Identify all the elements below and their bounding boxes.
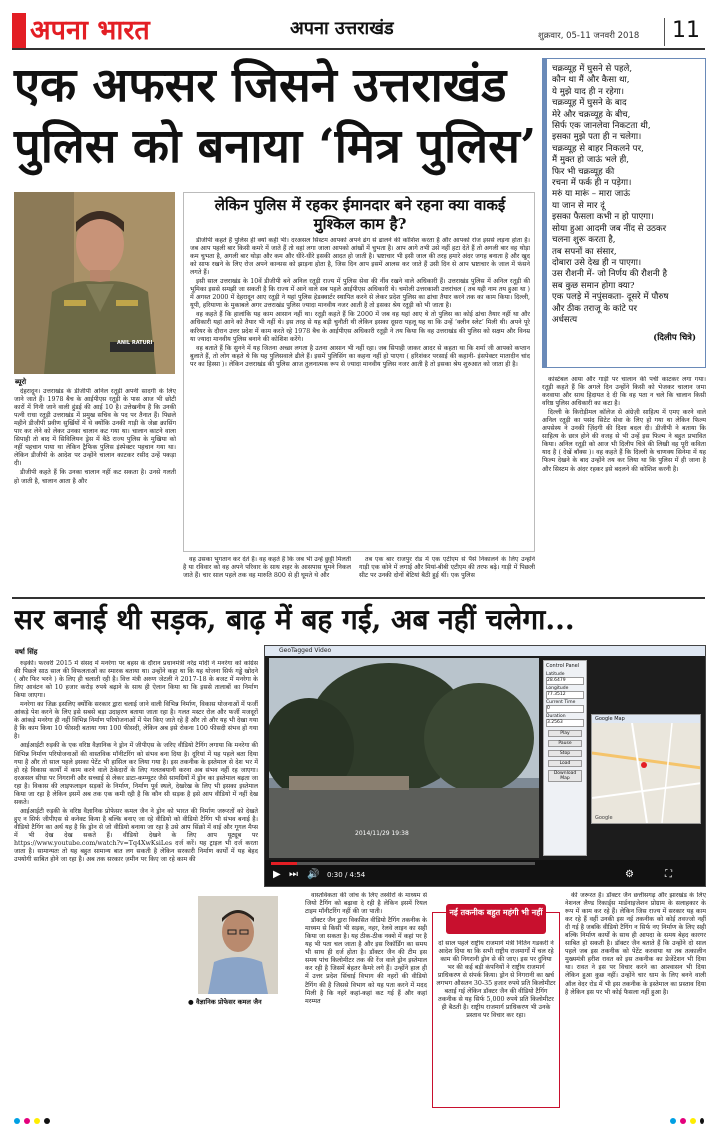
page-number: 11	[672, 18, 700, 43]
video-window-titlebar	[265, 646, 705, 656]
officer-name-badge: ANIL RATURI	[117, 340, 153, 346]
highlight-paragraph: वह बताते हैं कि सुनने में यह जितना अच्छा लगता है उतना आसान भी नहीं रहा। जब सिपाही जाकर आदर से कहता था कि शर्मा जी आपको कप्तान बुलाते हैं, तो लोग कहते थे कि यह पुलिसवाले ढीले हैं। इसमें पुलिसिंग का कहना नहीं हो पाएगा ( हरिशंकर परसाई की कहानी- इंसपेक्टर मातादीन चांद पर का हिस्सा )। लेकिन उत्तराखंड की पुलिस आज तुलनात्मक रूप से ज्यादा मानवीय पुलिस नजर आती है तो इसका श्रेय शुरुआत को जाता ही है।	[190, 344, 530, 368]
officer-figure-illustration	[14, 192, 175, 374]
story1-paragraph: कांस्टेबल आया और गाड़ी पर चालान की पर्ची काटकर लगा गया। रतूड़ी कहते हैं कि अगले दिन उन्होंने किसी को भेजकर चालान जमा करवाया और साथ हिदायत दे दी कि वह पता न चले कि चालान किसी वरिष्ठ पुलिस अधिकारी का कटा है।	[542, 376, 706, 408]
video-time-display: 0:30 / 4:54	[327, 871, 366, 879]
reg-dot	[700, 1118, 704, 1124]
control-panel-fields	[544, 671, 586, 727]
poem-line: चक्रव्यूह से बाहर निकलने पर,	[552, 143, 644, 154]
sidebar-title: नई तकनीक बहुत महंगी भी नहीं	[449, 907, 543, 917]
reg-dot	[34, 1118, 40, 1124]
poem-line: चलना शुरू करता है,	[552, 235, 616, 246]
story2-paragraph: मनरेगा का जिक्र इसलिए क्योंकि सरकार द्वारा चलाई जाने वाली विभिन्न निर्माण, विकास योजनाओं में फर्जी आंकड़े पेश करने के लिए इसे सबसे बड़ा उदाहरण बताया जाता रहा है। गलत मस्टर रोल और फर्जी मजदूरों के आंकड़े मनरेगा ही नहीं विभिन्न निर्माण परियोजनाओं में पेश किए जाते रहे हैं और तो और यह भी देखा गया है कि काम किया 10 फीसदी बताया गया 100 फीसदी, लेकिन अब इसे रोकना 100 फीसदी संभव हो गया है।	[14, 701, 258, 741]
sidebar-body	[436, 940, 556, 1106]
sidebar-paragraph: दो साल पहले राष्ट्रीय राजमार्ग मंत्री नितिन गडकरी ने आदेश दिया था कि सभी राष्ट्रीय राजमार्गों में चल रहे काम की निगरानी ड्रोन से की जाए। इस पर दुनिया भर की कई बड़ी कंपनियों ने राष्ट्रीय राजमार्ग प्राधिकरण से संपर्क किया। ड्रोन से निगरानी का खर्च लगभग औसतन 30-35 हजार रुपये प्रति किलोमीटर बताई गई लेकिन डॉक्टर जैन की वीडियो टैगिंग तकनीक से यह सिर्फ 5,000 रुपये प्रति किलोमीटर ही बैठती है। राष्ट्रीय राजमार्ग प्राधिकरण भी उनके प्रस्ताव पर विचार कर रहा।	[436, 940, 556, 1020]
story2-column-1	[14, 660, 258, 1110]
story1-paragraph: वह उसका भुगतान कर देते हैं। वह कहते हैं कि जब भी उन्हें छुट्टी मिलती है या रविवार को वह अपने परिवार के साथ शहर के आसपास घूमने निकल जाते हैं। चार साल पहले तक वह मारुति 800 से ही घूमते थे और	[183, 556, 351, 580]
poem-text	[552, 64, 702, 343]
control-field-input[interactable]: 0	[546, 705, 584, 713]
story1-paragraph: डीजीपी कहते हैं कि उनका चालान नहीं कट सकता है। उनसे गलती हो जाती है, चालान आता है और	[14, 469, 176, 485]
story2-paragraph: रुड़की। फरवरी 2015 में संसद में मनरेगा पर बहस के दौरान प्रधानमंत्री नरेंद्र मोदी ने मनरेगा को कांग्रेस की पिछले साठ साल की विफलताओं का स्मारक बताया था। उन्होंने कहा था कि यह योजना सिर्फ गड्ढे खोदने ( और फिर भरने ) के लिए ही चलाती रही है। वित्त मंत्री अरुण जेटली ने 2017-18 के बजट में मनरेगा के लिए आवंटन को 10 हजार करोड़ रुपये बढ़ाने के साथ ही ऐलान किया था कि इससे तालाबों का निर्माण किया जाएगा।	[14, 660, 258, 700]
video-progress-track[interactable]	[271, 862, 535, 865]
poem-line: अर्धसत्य	[552, 314, 578, 325]
play-icon[interactable]: ▶	[273, 869, 281, 880]
poem-line: इसका मुझे पता ही न चलेगा।	[552, 132, 642, 143]
officer-photo	[14, 192, 175, 374]
reg-dot	[44, 1118, 50, 1124]
story2-headline: सर बनाई थी सड़क, बाढ़ में बह गई, अब नहीं चलेगा...	[14, 603, 575, 636]
story2-paragraph: डॉक्टर जैन द्वारा विकसित वीडियो टैगिंग तकनीक के माध्यम से किसी भी सड़क, नहर, रेलवे लाइन का सही किया जा सकता है। यह ठीक-ठीक नक्शे में कहां पर है यह भी पता चल जाता है और इस रिकॉर्डिंग का समय भी साथ ही दर्ज होता है। डॉक्टर जैन की टीम इस समय पांच किलोमीटर तक की रेंज वाले ड्रोन इस्तेमाल कर रही है जिसमें बेहतर कैमरे लगे हैं। उन्होंने हाल ही में उत्तर प्रदेश सिंचाई विभाग की नहरों की वीडियो टैगिंग की है जिससे विभाग को यह पता करने में मदद मिली है कि नहरें कहां-कहां कट गई हैं और कहां मरम्मत	[305, 917, 427, 1005]
story1-column-2	[183, 556, 351, 592]
poem-line: चक्रव्यूह में घुसने के बाद	[552, 98, 627, 109]
story1-column-3	[359, 556, 535, 592]
highlight-title: लेकिन पुलिस में रहकर ईमानदार बने रहना क्या वाकई मुश्किल काम है?	[214, 196, 506, 233]
reg-dot	[14, 1118, 20, 1124]
story1-column-4	[542, 376, 706, 590]
reg-dot	[680, 1118, 686, 1124]
poem-line: सोया हुआ आदमी जब नींद से उठकर	[552, 223, 667, 234]
poem-lines	[552, 64, 702, 326]
story2-paragraph: आईआईटी रुड़की के एक वरिष्ठ वैज्ञानिक ने ड्रोन में जीपीएस के जरिए वीडियो टैगिंग लगाया कि मनरेगा की विभिन्न निर्माण परियोजनाओं की वास्तविक मॉनीटरिंग को संभव बना दिया है। दूरियां में यह पहले बता दिया गया है और तो साल पहले इसका पेटेंट भी हासिल कर लिया गया है। इस तकनीक के इस्तेमाल से देश भर में हो रहे विकास कार्यों में काम करने वाले ठेकेदारों के लिए गलतबयानी करना अब संभव नहीं रह जाएगा। दरअसल सीधा पर निगरानी और सच्चाई से लेकर डाटा-कम्प्यूटर जैसे सामग्रियों में ड्रोन का इस्तेमाल बढ़ता जा रहा है। विकास की लाइफलाइन सड़कों के निर्माण, निर्माण पूर्व स्थले, देखरेख के लिए भी इसका इस्तेमाल किया जा रहा है लेकिन इसमें अब तक एक कमी रही है कि कौन सी सड़क है इसे आप वीडियो में नहीं देख सकते।	[14, 742, 258, 806]
story2-paragraph: की जरूरत है। डॉक्टर जैन छत्तीसगढ़ और झारखंड के लिए नेशनल लैण्ड रिकार्ड्स मार्डनाइजेशन प्रोग्राम के सलाहकार के रूप में काम कर रहे हैं। लेकिन जिस राज्य में सरकार यह काम कर रहे हैं वहीं उनकी इस नई तकनीक को कोई तवज्जो नहीं दी गई है जबकि वीडियो टैगिंग न सिर्फ नए निर्माण के लिए सही बल्कि निर्माण कार्यों के साथ ही आपदा के समय बेहद कारगर साबित हो सकती है। डॉक्टर जैन बताते हैं कि उन्होंने दो साल पहले जब इस तकनीक को पेटेंट करवाया था तब तत्कालीन मुख्यमंत्री हरीश रावत को इस तकनीक का प्रेजेंटेशन भी दिया था। रावत ने इस पर विचार करने का आश्वासन भी दिया लेकिन हुआ कुछ नहीं। उन्होंने चार धाम के लिए बनने वाली ऑल वेदर रोड में भी इस तकनीक के इस्तेमाल का प्रस्ताव दिया है लेकिन इस पर भी कोई फैसला नहीं हुआ है।	[565, 892, 706, 996]
story1-headline-line1: एक अफसर जिसने उत्तराखंड	[14, 58, 507, 113]
poem-accent-bar	[543, 59, 547, 367]
google-map-watermark: Google	[595, 815, 613, 821]
header-rule	[12, 48, 705, 50]
video-control-panel	[543, 660, 587, 856]
registration-marks	[14, 1118, 704, 1124]
control-panel-buttons	[544, 730, 586, 782]
poem-line: इसका फैसला कभी न हो पाएगा।	[552, 212, 654, 223]
caption-bullet-icon: ●	[188, 998, 194, 1006]
control-field-label: Longitude	[546, 686, 569, 691]
control-field-label: Current Time	[546, 700, 576, 705]
skip-icon[interactable]: ⏭	[289, 869, 298, 880]
control-field-input[interactable]: 3.2563	[546, 719, 584, 727]
fullscreen-icon[interactable]: ⛶	[665, 869, 672, 880]
scientist-caption-text: वैज्ञानिक प्रोफेसर कमल जैन	[195, 998, 262, 1006]
highlight-paragraph: इसी साल उत्तराखंड के 10वें डीजीपी बने अनिल रतूड़ी राज्य में पुलिस सेवा की नींव रखने वाले अधिकारी हैं। उत्तराखंड पुलिस में अनिल रतूड़ी की भूमिका इससे समझी जा सकती है कि राज्य में आने वाले सब पहले आईपीएस अधिकारी थे। चमोली उत्तरकाशी उत्तरांचल ( तब यही नाम तय हुआ था ) में अगस्त 2000 में देहरादून आए रतूड़ी ने यहां पुलिस हेडक्वार्टर स्थापित करने से लेकर प्रदेश पुलिस का ढांचा तैयार करने तक का काम किया। दिल्ली, यूपी, हरियाणा के मुकाबले अगर उत्तराखंड पुलिस ज्यादा मानवीय नजर आती है तो इसका श्रेय रतूड़ी को भी जाता है।	[190, 278, 530, 310]
control-button-load[interactable]: Load	[548, 760, 582, 767]
reg-dot	[24, 1118, 30, 1124]
video-frame	[269, 658, 539, 858]
video-player-window	[264, 645, 706, 887]
poem-line: ये मुझे याद ही न रहेगा।	[552, 86, 625, 97]
control-field-input[interactable]: 28.6479	[546, 677, 584, 685]
poem-line: मेरे और चक्रव्यूह के बीच,	[552, 109, 631, 120]
google-map-panel	[591, 714, 701, 824]
video-controls	[265, 860, 705, 886]
poem-line: सब कुछ समान होगा क्या?	[552, 280, 635, 291]
poem-line: एक पलड़े में नपुंसकता- दूसरे में पौरुष	[552, 292, 669, 303]
highlight-body	[190, 237, 530, 549]
control-button-stop[interactable]: Stop	[548, 750, 582, 757]
reg-dot	[690, 1118, 696, 1124]
poem-line: रचना में फर्क ही न पड़ेगा।	[552, 178, 632, 189]
highlight-paragraph: वह कहते हैं कि हालांकि यह काम आसान नहीं था। रतूड़ी कहते हैं कि 2000 में जब वह यहां आए थे तो पुलिस का कोई ढांचा तैयार नहीं था और अधिकारी यहां आने को तैयार भी नहीं थे। इस तरह से यह बड़ी चुनौती थी लेकिन इसका दूसरा पहलू यह था कि उन्हें ‘क्लीन स्लेट’ मिली थी। अपने पूरे करियर के दौरान उत्तर प्रदेश में काम करते रहे 1978 बैच के आईपीएस अधिकारी रतूड़ी ने तय किया कि वह उत्तराखंड की पुलिस को सक्षम और विनम्र या ज्यादा मानवीय पुलिस बनाने की कोशिश करेंगे।	[190, 311, 530, 343]
poem-line: दोबारा उसे देख ही न पाएगा।	[552, 257, 642, 268]
video-timestamp-overlay: 2014/11/29 19:38	[355, 830, 409, 837]
poem-line: या जान से मार दूं	[552, 200, 605, 211]
story1-paragraph: तब एक बार राजपुर रोड में एक एटीएम से पैसे निकालने के लिए उन्होंने गाड़ी एक कोने में लगाई और मियां-बीबी एटीएम की तरफ बढ़े। गाड़ी में पिछली सीट पर उनकी दोनों बेटियां बैठी हुई थीं। एक पुलिस	[359, 556, 535, 580]
scientist-figure-illustration	[198, 896, 278, 994]
story1-headline-line2: पुलिस को बनाया ‘मित्र पुलिस’	[14, 119, 537, 174]
control-button-play[interactable]: Play	[548, 730, 582, 737]
poem-line: तब सपनों का संसार,	[552, 246, 617, 257]
story1-byline: ब्यूरो	[15, 378, 27, 386]
volume-icon[interactable]: 🔊	[307, 869, 320, 880]
poem-line: सिर्फ एक जानलेवा निकटता थी,	[552, 121, 651, 132]
control-button-download-map[interactable]: Download Map	[548, 770, 582, 782]
story2-column-3	[565, 892, 706, 1114]
story1-paragraph: दिल्ली के किरोड़ीमल कॉलेज से अंग्रेज़ी साहित्य में एमए करने वाले अनिल रतूड़ी का पसंद सिटेट सेवा के लिए हो गया था लेकिन फिल्म अपसेस्य ने उनकी ज़िंदगी की दिशा बदल दी। डीजीपी ने बताया कि साहित्य के छात्र होने की वजह से भी उन्हें इस फिल्म ने बहुत प्रभावित किया। अनिल रतूड़ी को आज भी दिलीप चित्रे की लिखी वह पूरी कविता याद है ( देखें बॉक्स )। वह कहते हैं कि दिल्ली के चाणक्य सिनेमा में यह फिल्म देखने के बाद उन्होंने तय कर लिया था कि पुलिस में ही जाना है और सिस्टम के अंदर रहकर इसे बदलने की कोशिश करनी है।	[542, 409, 706, 473]
scientist-photo	[198, 896, 278, 994]
poem-line: कौन था मैं और कैसा था,	[552, 75, 630, 86]
control-button-pause[interactable]: Pause	[548, 740, 582, 747]
poem-line: फिर भी चक्रव्यूह की	[552, 166, 615, 177]
poem-line: चक्रव्यूह में घुसने से पहले,	[552, 64, 633, 74]
story2-paragraph: वास्तविकता की जांच के लिए तस्वीरों के माध्यम से जियो टैगिंग को बढ़ावा दे रही है लेकिन इसमें रियल टाइम मॉनीटरिंग नहीं की जा पाती।	[305, 892, 427, 916]
map-roads	[592, 723, 701, 823]
reg-dot	[670, 1118, 676, 1124]
poem-line: उस रौशनी में- जो निर्णय की रौशनी है	[552, 269, 668, 280]
story1-paragraph: देहरादून। उत्तराखंड के डीजीपी अनिल रतूड़ी अपनी सादगी के लिए जाने जाते हैं। 1978 बैच के आईपीएस रतूड़ी के पास आज भी छोटी कारों में गिनी जाने वाली हुंडई की आई 10 है। उत्तेखनीय है कि उनकी पत्नी राधा रतूड़ी उत्तराखंड में प्रमुख सचिव के पद पर तैनात हैं। पिछले महीने डीजीपी प्रवीण सुर्खियों में थे क्योंकि उनकी गाड़ी के जेब्रा क्रासिंग पार कर लेने को लेकर उनका चालान कट गया था। चालान काटने वाला सिपाही तो बाद में सिविलियन ड्रेस में बैठे राज्य पुलिस के मुखिया को नहीं पहचान पाया था लेकिन ट्रैफिक पुलिस इंस्पेक्टर पहचान गया था। लेकिन डीजीपी के आदेश पर उन्होंने चालान काटकर रसीद उन्हें पकड़ा दी।	[14, 388, 176, 468]
video-progress-fill	[271, 862, 297, 865]
story2-column-2	[305, 892, 427, 1114]
control-field-label: Duration	[546, 714, 566, 719]
brand-marker	[12, 13, 26, 49]
control-field-label: Latitude	[546, 672, 565, 677]
story1-column-1	[14, 388, 176, 560]
video-window-title: GeoTagged Video	[279, 647, 332, 654]
brand-title: अपना भारत	[30, 15, 150, 46]
poem-author: (दिलीप चित्रे)	[653, 333, 696, 344]
story-separator	[12, 597, 705, 599]
control-field-input[interactable]: 77.3512	[546, 691, 584, 699]
poem-line: मरुं या मारूं – मारा जाऊं	[552, 189, 630, 200]
page-number-divider	[664, 18, 665, 46]
section-title: अपना उत्तराखंड	[290, 18, 394, 39]
google-map-title: Google Map	[592, 715, 700, 723]
scientist-caption	[188, 997, 298, 1006]
story2-paragraph: आईआईटी रुड़की के वरिष्ठ वैज्ञानिक प्रोफेसर कमल जैन ने ड्रोन को भारत की निर्माण जरूरतों को देखते हुए न सिर्फ जीपीएस से कनेक्ट किया है बल्कि बनाए जा रहे वीडियो को वीडियो टैगिंग भी संभव बनाई है। वीडियो टैगिंग का अर्थ यह है कि ड्रोन से जो वीडियो बनाया जा रहा है उसे आप सिंक्रो में वाई और गूगल मैप्स में भी देख देख सकते हैं। वीडियो देखने के लिए आप यूट्यूब पर https://www.youtube.com/watch?v=Tq4XwKsiLes दर्ज करें। यह ट्राइल भी दर्ज करता जाता है। सामान्यतः तो यह बहुत सामान्य बात लग सकती है लेकिन सरकारी निर्माण कार्यों में यह बेहद उपयोगी साबित होने जा रहा है। अब तक सरकार ज़मीन पर किए जा रहे काम की	[14, 807, 258, 864]
poem-line: मैं मुक्त हो जाऊं भले ही,	[552, 155, 629, 166]
control-panel-title: Control Panel	[546, 663, 580, 669]
highlight-paragraph: डीजीपी कहते हैं पुलिस ही क्यों कहीं भी। दरअसल सिस्टम आपको अपने ढंग से ढालने की कोशिश करता है और आपको रोज इससे लड़ना होता है। जब आप पहली बार किसी कमरे में जाते हैं तो वहां लगा जाला आपको आंखों में चुभता है। आप आगे तभी उसे नहीं हटा देते हैं तो अगली बार वह थोड़ा कम चुभता है, अगली बार थोड़ा और कम और धीरे-धीरे इसकी आदत हो जाती है। भ्रष्टाचार भी इसी जाल की तरह हमारे अंदर जगह बनाता है और खुद को साफ रखने के लिए रोज अपने कान्सस को झाड़ना होता है, जिस दिन आप इसमें आलस कर जाते हैं उसी दिन से आप भ्रष्टाचार के जाल में फंसने लगते हैं।	[190, 237, 530, 277]
settings-icon[interactable]: ⚙	[625, 869, 634, 880]
poem-line: और ठीक तराजू के कांटे पर	[552, 303, 637, 314]
header-date: शुक्रवार, 05-11 जनवरी 2018	[538, 31, 640, 41]
story2-byline: वर्षा सिंह	[15, 648, 38, 656]
